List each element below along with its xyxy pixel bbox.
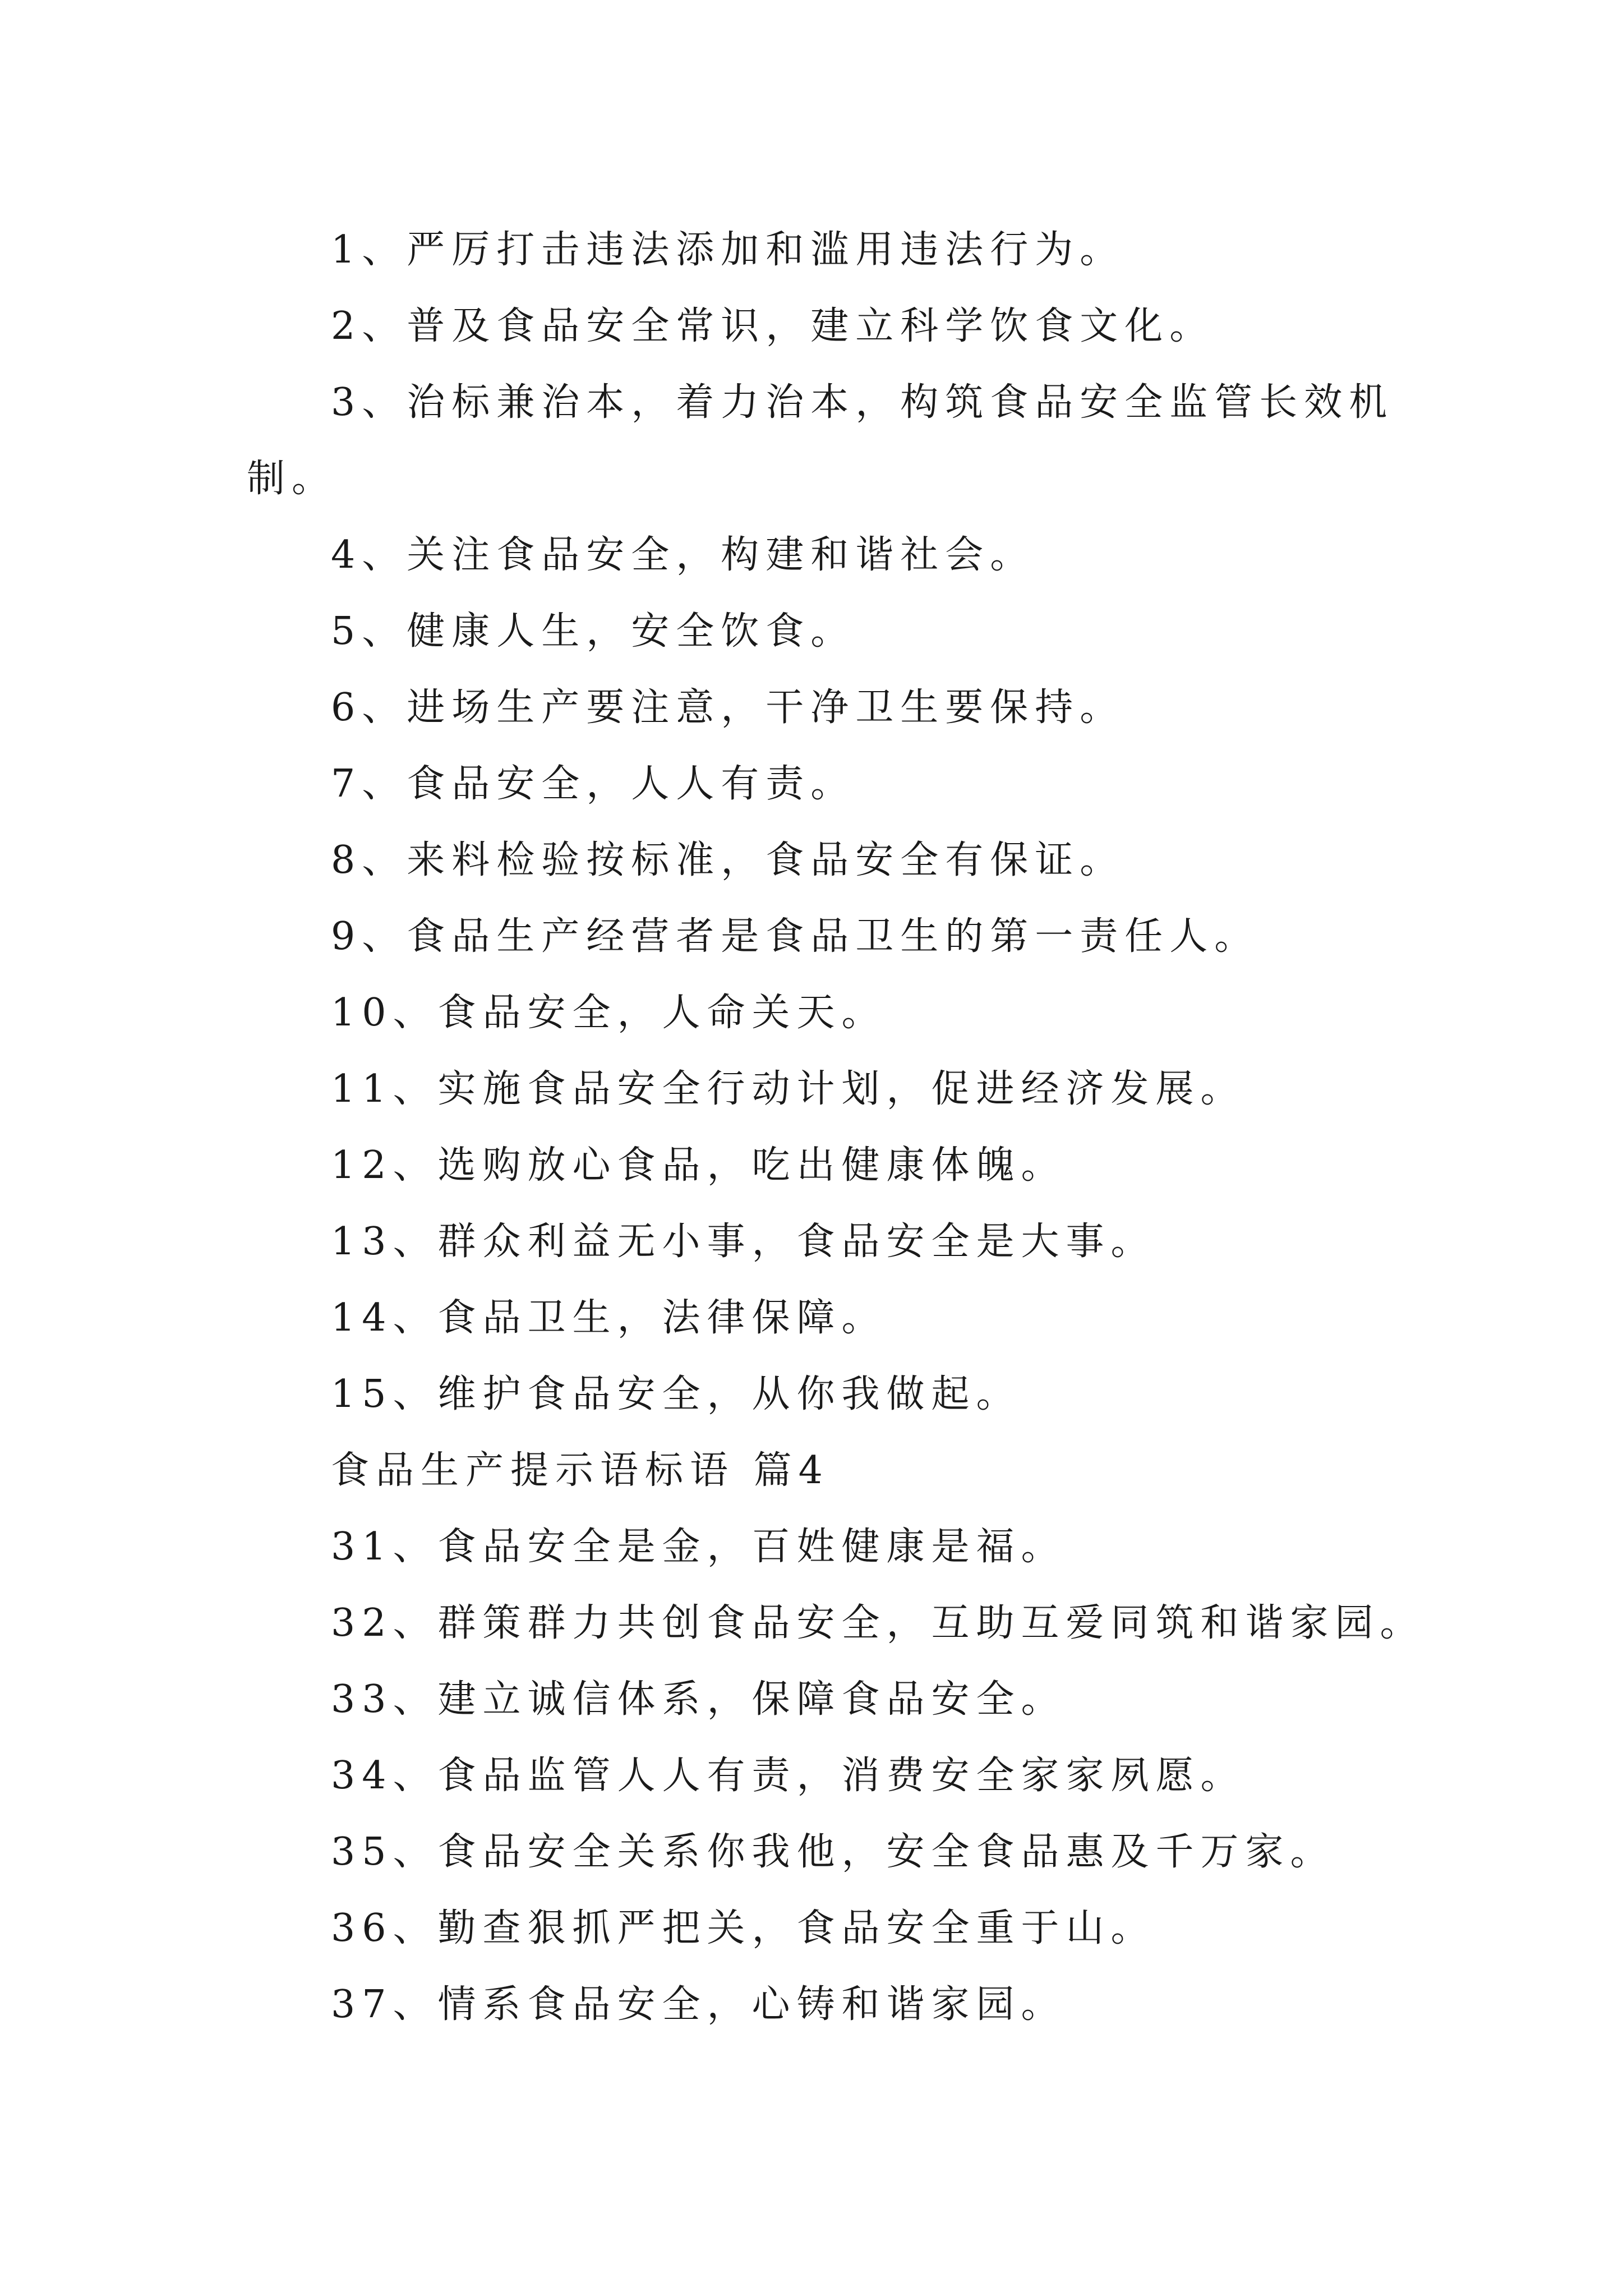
slogan-line-37: 37、情系食品安全，心铸和谐家园。	[331, 1982, 1066, 2027]
slogan-line-35: 35、食品安全关系你我他，安全食品惠及千万家。	[331, 1830, 1335, 1874]
section-heading: 食品生产提示语标语 篇4	[331, 1448, 829, 1493]
slogan-line-32: 32、群策群力共创食品安全，互助互爱同筑和谐家园。	[331, 1601, 1425, 1645]
slogan-line-8: 8、来料检验按标准，食品安全有保证。	[331, 838, 1125, 882]
slogan-line-5: 5、健康人生，安全饮食。	[331, 609, 856, 654]
slogan-line-13: 13、群众利益无小事，食品安全是大事。	[331, 1220, 1156, 1264]
slogan-line-11: 11、实施食品安全行动计划，促进经济发展。	[331, 1067, 1246, 1111]
slogan-line-14: 14、食品卫生，法律保障。	[331, 1296, 887, 1340]
slogan-line-36: 36、勤查狠抓严把关，食品安全重于山。	[331, 1906, 1156, 1950]
slogan-line-1: 1、严厉打击违法添加和滥用违法行为。	[331, 228, 1125, 272]
slogan-line-2: 2、普及食品安全常识，建立科学饮食文化。	[331, 304, 1215, 348]
slogan-line-12: 12、选购放心食品，吃出健康体魄。	[331, 1143, 1066, 1188]
slogan-line-6: 6、进场生产要注意，干净卫生要保持。	[331, 685, 1125, 730]
slogan-line-31: 31、食品安全是金，百姓健康是福。	[331, 1525, 1066, 1569]
slogan-line-4: 4、关注食品安全，构建和谐社会。	[331, 533, 1035, 577]
slogan-line-15: 15、维护食品安全，从你我做起。	[331, 1372, 1021, 1416]
slogan-line-3: 3、治标兼治本，着力治本，构筑食品安全监管长效机	[331, 380, 1394, 425]
slogan-line-9: 9、食品生产经营者是食品卫生的第一责任人。	[331, 914, 1260, 959]
slogan-line-33: 33、建立诚信体系，保障食品安全。	[331, 1677, 1066, 1722]
document-body	[247, 212, 1425, 2043]
slogan-line-34: 34、食品监管人人有责，消费安全家家夙愿。	[331, 1754, 1246, 1798]
slogan-line-7: 7、食品安全，人人有责。	[331, 762, 856, 806]
slogan-line-10: 10、食品安全，人命关天。	[331, 991, 887, 1035]
slogan-line-3-continuation: 制。	[247, 457, 337, 501]
